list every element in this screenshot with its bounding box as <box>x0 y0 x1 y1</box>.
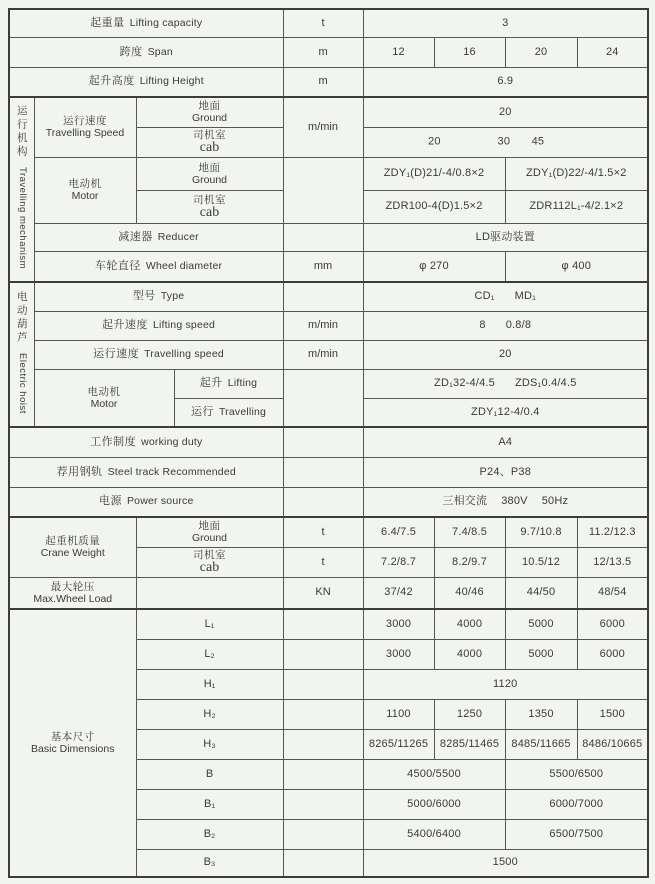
max-wheel-load-value-1: 40/46 <box>434 577 505 609</box>
dim-L2-unit-empty <box>283 639 363 669</box>
dim-L1-value-0: 3000 <box>363 609 434 639</box>
working-duty-unit-empty <box>283 427 363 457</box>
max-wheel-load-value-0: 37/42 <box>363 577 434 609</box>
ts-ground-value: 20 <box>363 97 648 127</box>
dim-H3-value-3: 8486/10665 <box>577 729 648 759</box>
power-source-unit-empty <box>283 487 363 517</box>
dim-B2-label <box>136 819 283 849</box>
motor-ground-label-zh: 地面 <box>198 161 221 174</box>
wheel-diameter-value-1: φ 400 <box>505 251 648 282</box>
dim-B2-unit-empty <box>283 819 363 849</box>
type-values-pair <box>366 290 646 303</box>
motor-cab-label <box>136 190 283 223</box>
hoist-travelling-speed-unit: m/min <box>283 340 363 369</box>
lifting-speed-unit: m/min <box>283 311 363 340</box>
dim-H2-value-1: 1250 <box>434 699 505 729</box>
power-source-label-zh: 电源 <box>98 495 122 508</box>
motor-cab-label-zh: 司机室 <box>193 193 227 206</box>
steel-track-label-zh: 荐用钢轨 <box>56 465 103 478</box>
dim-B1-label-text: B₁ <box>203 797 216 810</box>
travelling-speed-unit: m/min <box>283 97 363 157</box>
weight-cab-value-2: 10.5/12 <box>505 547 577 577</box>
span-value-3: 24 <box>577 37 648 67</box>
hoist-motor-label-zh: 电动机 <box>87 385 121 398</box>
electric-hoist-label-zh: 电动葫芦 <box>15 291 28 346</box>
electric-hoist-label-en: Electric hoist <box>16 353 28 414</box>
dim-H1-unit-empty <box>283 669 363 699</box>
section-strip-electric-hoist <box>9 282 34 427</box>
type-value-0: CD₁ <box>474 290 495 303</box>
travelling-speed-label <box>34 97 136 157</box>
type-label-zh: 型号 <box>132 290 156 303</box>
weight-ground-label-zh: 地面 <box>198 520 221 533</box>
dim-H2-label-text: H₂ <box>203 707 216 720</box>
max-wheel-load-label-en: Max.Wheel Load <box>33 592 113 605</box>
ts-cab-label <box>136 127 283 157</box>
dim-B2-label-text: B₂ <box>203 827 216 840</box>
hoist-motor-lifting-values <box>363 369 648 398</box>
wheel-diameter-unit: mm <box>283 251 363 282</box>
section-strip-travelling-mechanism <box>9 97 34 282</box>
dim-L1-unit-empty <box>283 609 363 639</box>
lifting-capacity-unit: t <box>283 9 363 37</box>
dim-H3-value-0: 8265/11265 <box>363 729 434 759</box>
max-wheel-load-value-3: 48/54 <box>577 577 648 609</box>
hoist-motor-travelling-label <box>174 398 283 427</box>
travelling-mechanism-label-en: Travelling mechanism <box>16 167 28 270</box>
hoist-motor-label-en: Motor <box>90 397 118 410</box>
travelling-speed-label-zh: 运行速度 <box>63 115 107 128</box>
wheel-diameter-value-0: φ 270 <box>363 251 505 282</box>
lifting-height-label <box>9 67 283 97</box>
motor-cab-label-en: cab <box>199 204 220 220</box>
weight-cab-label-en: cab <box>199 560 220 575</box>
crane-weight-label <box>9 517 136 577</box>
span-value-1: 16 <box>434 37 505 67</box>
dim-L1-value-1: 4000 <box>434 609 505 639</box>
lifting-height-label-en: Lifting Height <box>139 75 204 88</box>
working-duty-label-zh: 工作制度 <box>90 435 137 448</box>
span-label-zh: 跨度 <box>119 45 143 58</box>
power-source-part-2: 50Hz <box>541 495 569 508</box>
lifting-speed-values-pair <box>366 319 646 332</box>
dim-L1-label-text: L₁ <box>204 617 215 630</box>
ts-cab-label-en: cab <box>199 140 220 155</box>
dim-L1-label <box>136 609 283 639</box>
hoist-motor-label <box>34 369 174 427</box>
basic-dimensions-label-zh: 基本尺寸 <box>50 731 95 743</box>
power-source-label-en: Power source <box>126 495 194 508</box>
dim-L1-value-2: 5000 <box>505 609 577 639</box>
weight-cab-label <box>136 547 283 577</box>
dim-B3-unit-empty <box>283 849 363 877</box>
power-source-value <box>363 487 648 517</box>
crane-spec-table <box>8 8 649 878</box>
dim-H3-value-1: 8285/11465 <box>434 729 505 759</box>
mech-motor-label-en: Motor <box>71 190 99 202</box>
crane-weight-label-zh: 起重机质量 <box>45 535 101 548</box>
hoist-motor-travelling-label-zh: 运行 <box>190 405 214 418</box>
dim-H2-label <box>136 699 283 729</box>
electric-hoist-vertical-label <box>16 291 28 414</box>
ts-cab-label-zh: 司机室 <box>193 129 227 141</box>
power-source-part-0: 三相交流 <box>442 495 488 508</box>
type-unit-empty <box>283 282 363 311</box>
dim-B1-value-1: 6000/7000 <box>505 789 648 819</box>
lifting-height-unit: m <box>283 67 363 97</box>
weight-ground-value-1: 7.4/8.5 <box>434 517 505 547</box>
dim-B1-label <box>136 789 283 819</box>
max-wheel-load-label-zh: 最大轮压 <box>50 580 95 593</box>
hoist-travelling-speed-value: 20 <box>363 340 648 369</box>
lifting-speed-label <box>34 311 283 340</box>
weight-ground-value-3: 11.2/12.3 <box>577 517 648 547</box>
span-label <box>9 37 283 67</box>
lifting-height-label-zh: 起升高度 <box>88 75 135 88</box>
lifting-capacity-value: 3 <box>363 9 648 37</box>
dim-L2-value-0: 3000 <box>363 639 434 669</box>
dim-B3-value: 1500 <box>363 849 648 877</box>
power-source-label <box>9 487 283 517</box>
motor-cab-value-1: ZDR112L₁-4/2.1×2 <box>505 190 648 223</box>
dim-B3-label-text: B₃ <box>203 856 216 869</box>
dim-H2-value-2: 1350 <box>505 699 577 729</box>
dim-H3-value-2: 8485/11665 <box>505 729 577 759</box>
power-source-part-1: 380V <box>501 495 528 508</box>
power-source-value-parts <box>366 495 646 508</box>
dim-H3-unit-empty <box>283 729 363 759</box>
dim-H3-label <box>136 729 283 759</box>
mech-motor-label-zh: 电动机 <box>68 178 102 190</box>
dim-B-value-1: 5500/6500 <box>505 759 648 789</box>
reducer-unit-empty <box>283 223 363 251</box>
wheel-diameter-label-en: Wheel diameter <box>145 259 223 272</box>
steel-track-value: P24、P38 <box>363 457 648 487</box>
dim-B3-label <box>136 849 283 877</box>
dim-H1-label-text: H₁ <box>203 677 216 690</box>
lifting-capacity-label-en: Lifting capacity <box>129 16 203 29</box>
ts-ground-label <box>136 97 283 127</box>
steel-track-label-en: Steel track Recommended <box>107 465 236 478</box>
hoist-motor-lifting-label <box>174 369 283 398</box>
ts-cab-value-0: 20 <box>428 135 441 148</box>
dim-L2-value-2: 5000 <box>505 639 577 669</box>
lifting-height-value: 6.9 <box>363 67 648 97</box>
reducer-label-en: Reducer <box>157 230 199 243</box>
weight-cab-value-3: 12/13.5 <box>577 547 648 577</box>
max-wheel-load-label <box>9 577 136 609</box>
max-wheel-load-value-2: 44/50 <box>505 577 577 609</box>
dim-H1-value: 1120 <box>363 669 648 699</box>
ts-cab-value-1: 30 <box>497 135 511 148</box>
motor-ground-label <box>136 157 283 190</box>
dim-H2-value-0: 1100 <box>363 699 434 729</box>
steel-track-unit-empty <box>283 457 363 487</box>
working-duty-label-en: working duty <box>141 435 203 448</box>
crane-weight-label-en: Crane Weight <box>40 547 105 560</box>
motor-ground-value-1: ZDY₁(D)22/-4/1.5×2 <box>505 157 648 190</box>
span-unit: m <box>283 37 363 67</box>
travelling-mechanism-vertical-label <box>16 105 28 269</box>
travelling-speed-label-en: Travelling Speed <box>45 127 125 140</box>
dim-B2-value-0: 5400/6400 <box>363 819 505 849</box>
dim-B-unit-empty <box>283 759 363 789</box>
dim-H3-label-text: H₃ <box>203 737 216 750</box>
dim-L2-label <box>136 639 283 669</box>
motor-cab-value-0: ZDR100-4(D)1.5×2 <box>363 190 505 223</box>
weight-ground-label-en: Ground <box>192 532 228 545</box>
max-wheel-load-unit: KN <box>283 577 363 609</box>
dim-L1-value-3: 6000 <box>577 609 648 639</box>
ts-ground-label-en: Ground <box>192 112 228 125</box>
weight-ground-label <box>136 517 283 547</box>
hoist-motor-unit-empty <box>283 369 363 427</box>
lifting-capacity-label-zh: 起重量 <box>90 16 125 29</box>
hoist-motor-lifting-values-pair <box>366 377 646 390</box>
hoist-travelling-speed-label-en: Travelling speed <box>144 348 224 360</box>
mech-motor-unit-empty <box>283 157 363 223</box>
mech-motor-label <box>34 157 136 223</box>
dim-B1-unit-empty <box>283 789 363 819</box>
weight-cab-unit: t <box>283 547 363 577</box>
dim-H2-unit-empty <box>283 699 363 729</box>
max-wheel-load-sub-empty <box>136 577 283 609</box>
dim-H1-label <box>136 669 283 699</box>
dim-B-label-text: B <box>205 767 214 780</box>
lifting-capacity-label <box>9 9 283 37</box>
span-value-2: 20 <box>505 37 577 67</box>
wheel-diameter-label <box>34 251 283 282</box>
weight-cab-value-1: 8.2/9.7 <box>434 547 505 577</box>
type-label-en: Type <box>160 290 185 303</box>
ts-cab-value-2: 45 <box>531 135 545 148</box>
dim-H2-value-3: 1500 <box>577 699 648 729</box>
dim-B1-value-0: 5000/6000 <box>363 789 505 819</box>
weight-cab-label-zh: 司机室 <box>193 549 227 561</box>
lifting-speed-value-1: 0.8/8 <box>505 319 532 331</box>
reducer-label <box>34 223 283 251</box>
lifting-speed-values <box>363 311 648 340</box>
lifting-speed-label-en: Lifting speed <box>152 319 216 331</box>
hoist-travelling-speed-label <box>34 340 283 369</box>
basic-dimensions-label-en: Basic Dimensions <box>31 743 115 755</box>
working-duty-value: A4 <box>363 427 648 457</box>
ts-ground-label-zh: 地面 <box>198 100 221 113</box>
hoist-motor-lifting-value-1: ZDS₁0.4/4.5 <box>514 377 577 389</box>
dim-B-label <box>136 759 283 789</box>
type-values <box>363 282 648 311</box>
hoist-motor-lifting-label-zh: 起升 <box>199 377 223 389</box>
weight-ground-value-2: 9.7/10.8 <box>505 517 577 547</box>
hoist-motor-travelling-label-en: Travelling <box>218 405 267 418</box>
dim-L2-label-text: L₂ <box>204 647 215 660</box>
steel-track-label <box>9 457 283 487</box>
dim-L2-value-3: 6000 <box>577 639 648 669</box>
dim-B2-value-1: 6500/7500 <box>505 819 648 849</box>
hoist-travelling-speed-label-zh: 运行速度 <box>93 348 140 360</box>
weight-ground-unit: t <box>283 517 363 547</box>
dim-L2-value-1: 4000 <box>434 639 505 669</box>
basic-dimensions-label <box>9 609 136 877</box>
working-duty-label <box>9 427 283 457</box>
motor-ground-value-0: ZDY₁(D)21/-4/0.8×2 <box>363 157 505 190</box>
hoist-motor-lifting-value-0: ZD₁32-4/4.5 <box>434 377 495 389</box>
reducer-value: LD驱动装置 <box>363 223 648 251</box>
span-value-0: 12 <box>363 37 434 67</box>
lifting-speed-label-zh: 起升速度 <box>101 319 148 331</box>
type-label <box>34 282 283 311</box>
travelling-mechanism-label-zh: 运行机构 <box>15 105 28 160</box>
lifting-speed-value-0: 8 <box>479 319 486 331</box>
reducer-label-zh: 减速器 <box>118 230 153 243</box>
weight-ground-value-0: 6.4/7.5 <box>363 517 434 547</box>
wheel-diameter-label-zh: 车轮直径 <box>94 259 141 272</box>
type-value-1: MD₁ <box>514 290 537 303</box>
motor-ground-label-en: Ground <box>192 173 228 186</box>
ts-cab-values <box>363 127 648 157</box>
dim-B-value-0: 4500/5500 <box>363 759 505 789</box>
span-label-en: Span <box>147 45 173 58</box>
weight-cab-value-0: 7.2/8.7 <box>363 547 434 577</box>
hoist-motor-travelling-value: ZDY₁12-4/0.4 <box>363 398 648 427</box>
hoist-motor-lifting-label-en: Lifting <box>227 377 258 389</box>
